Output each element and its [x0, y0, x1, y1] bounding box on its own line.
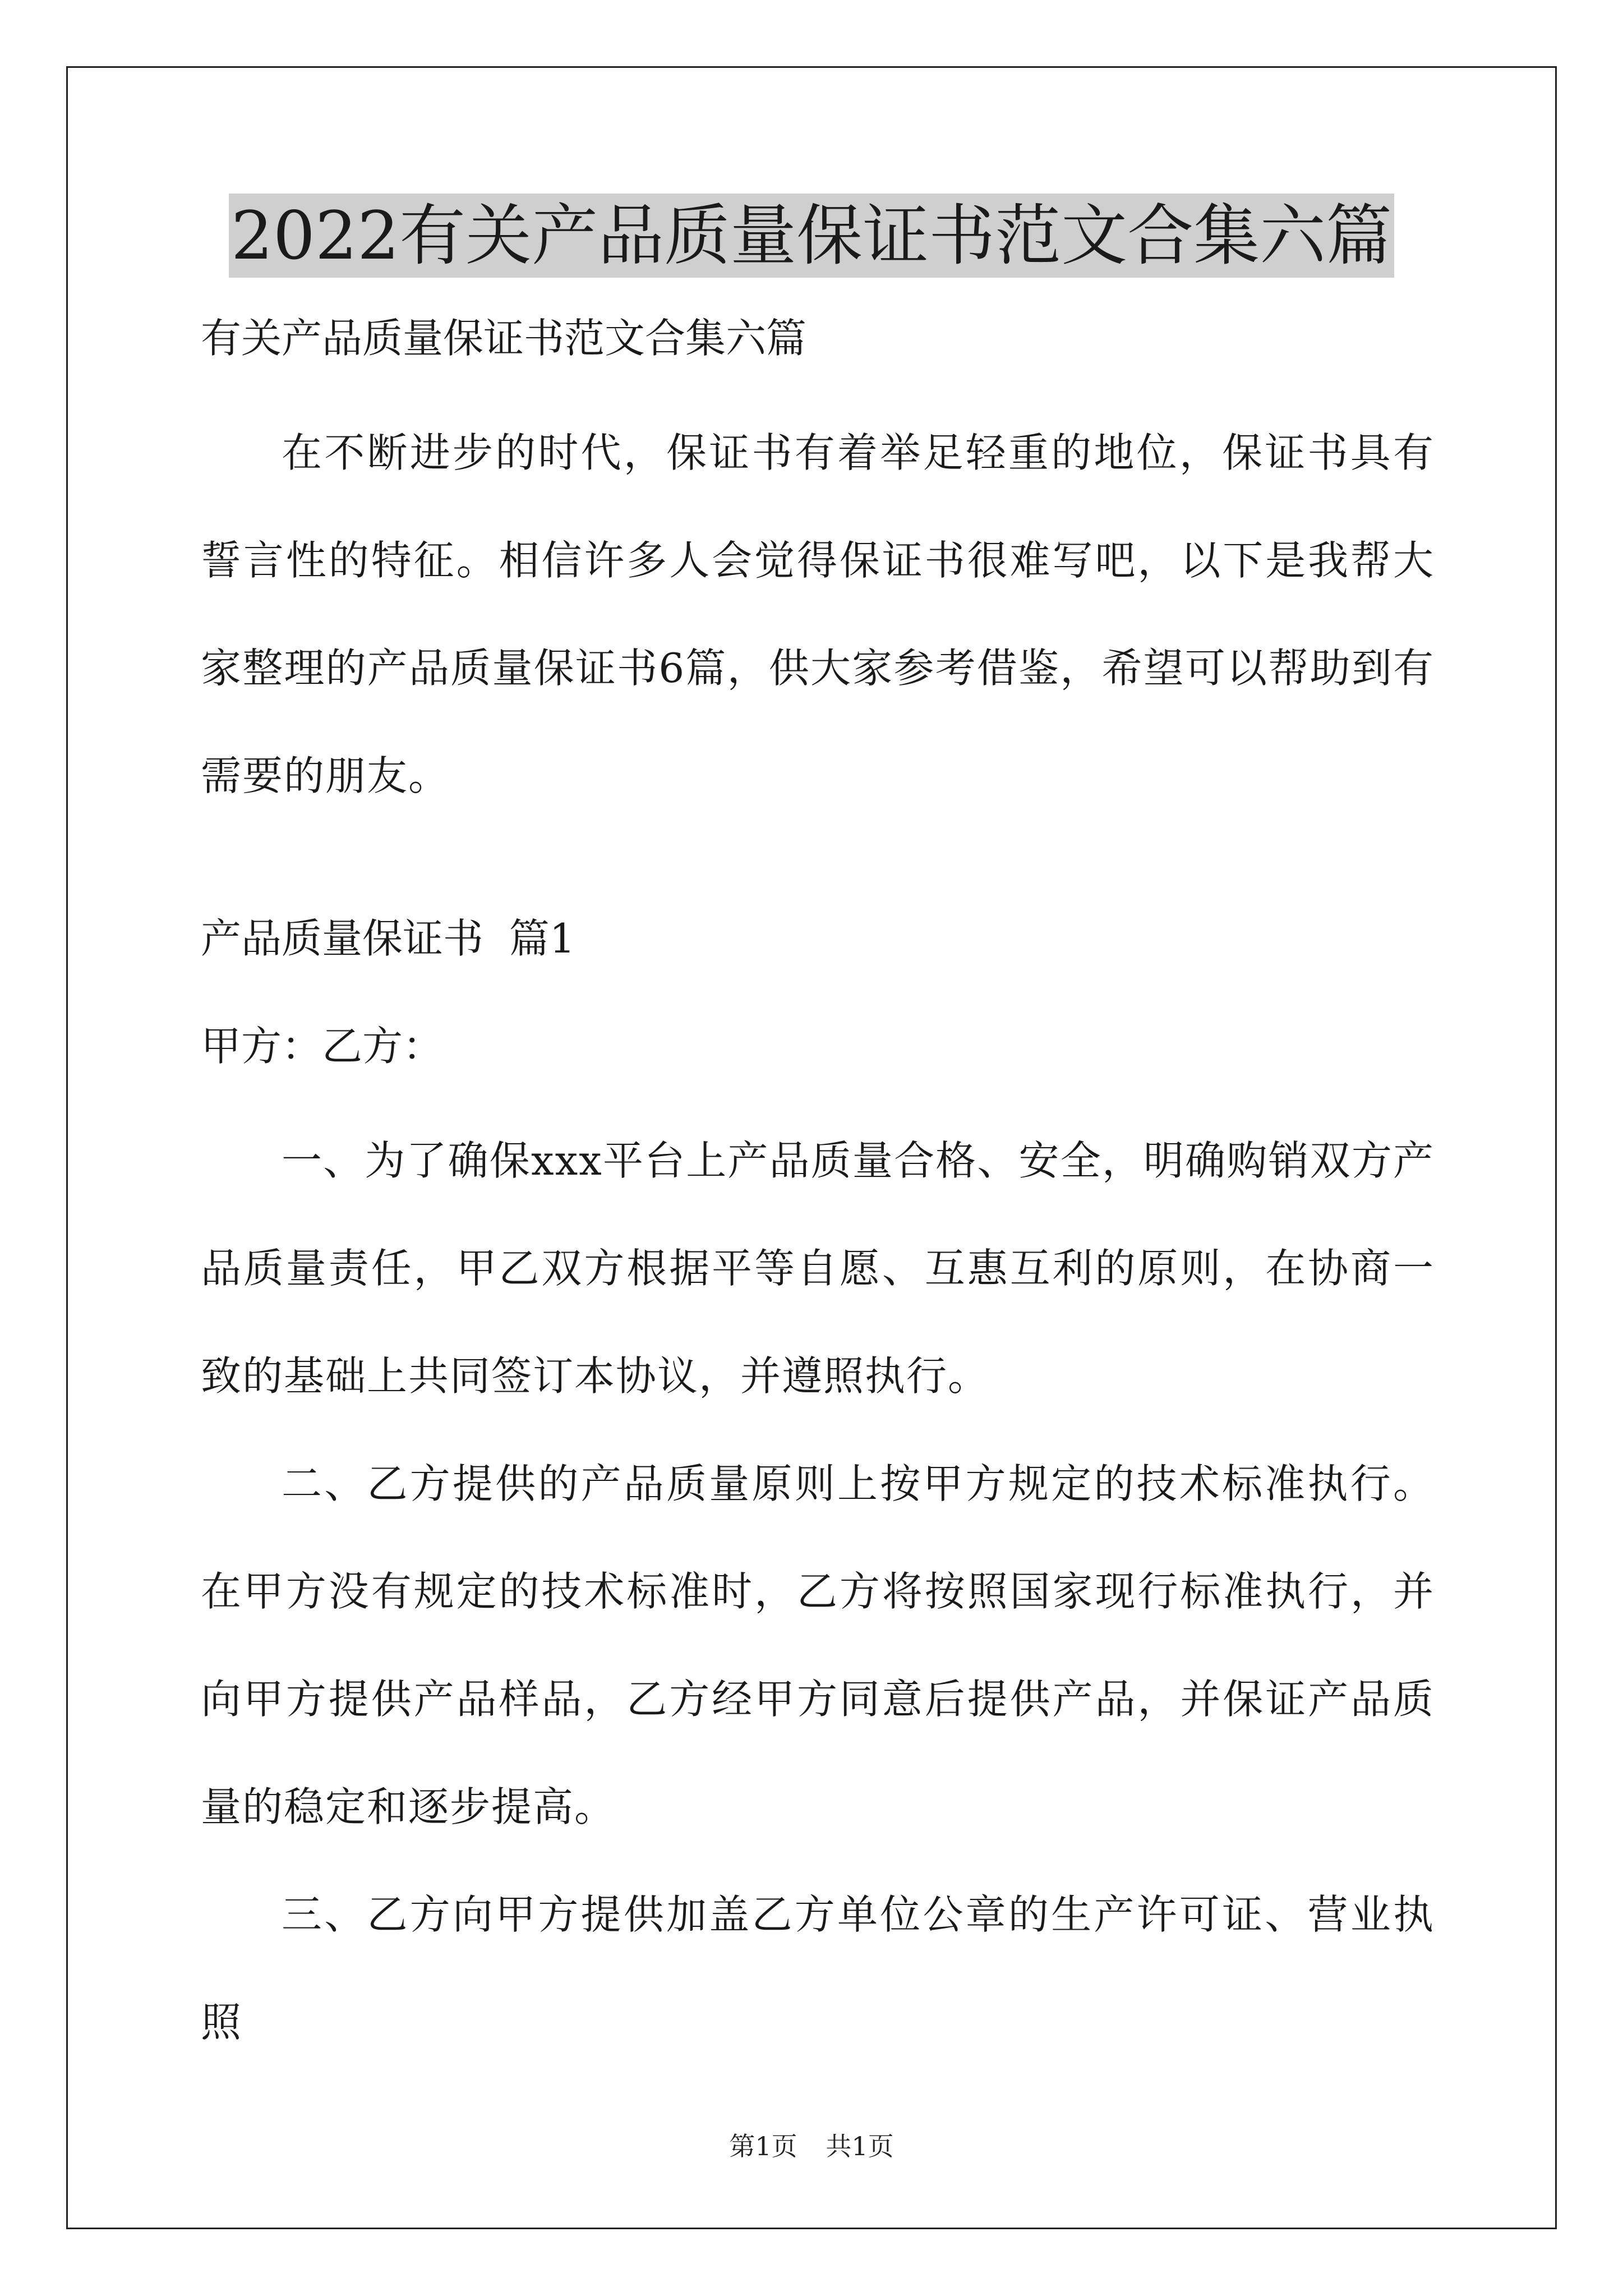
document-body	[201, 311, 1435, 2076]
page-total: 共1页	[826, 2131, 894, 2161]
section-heading: 产品质量保证书 篇1	[201, 915, 575, 962]
parties-line: 甲方：乙方：	[201, 1023, 444, 1070]
page-number: 第1页	[729, 2131, 797, 2161]
clause-3: 三、乙方向甲方提供加盖乙方单位公章的生产许可证、营业执照	[201, 1891, 1435, 2046]
clause-1: 一、为了确保xxx平台上产品质量合格、安全，明确购销双方产品质量责任，甲乙双方根据平等自愿、互惠互利的原则，在协商一致的基础上共同签订本协议，并遵照执行。	[201, 1137, 1435, 1400]
page-footer	[0, 2126, 1623, 2163]
document-title-wrap	[0, 194, 1623, 278]
intro-paragraph: 在不断进步的时代，保证书有着举足轻重的地位，保证书具有誓言性的特征。相信许多人会觉得保证书很难写吧，以下是我帮大家整理的产品质量保证书6篇，供大家参考借鉴，希望可以帮助到有需要的朋友。	[201, 429, 1435, 799]
clause-2: 二、乙方提供的产品质量原则上按甲方规定的技术标准执行。在甲方没有规定的技术标准时，乙方将按照国家现行标准执行，并向甲方提供产品样品，乙方经甲方同意后提供产品，并保证产品质量的稳定和逐步提高。	[201, 1460, 1435, 1830]
document-title: 2022有关产品质量保证书范文合集六篇	[229, 194, 1394, 278]
document-subtitle: 有关产品质量保证书范文合集六篇	[201, 315, 807, 362]
